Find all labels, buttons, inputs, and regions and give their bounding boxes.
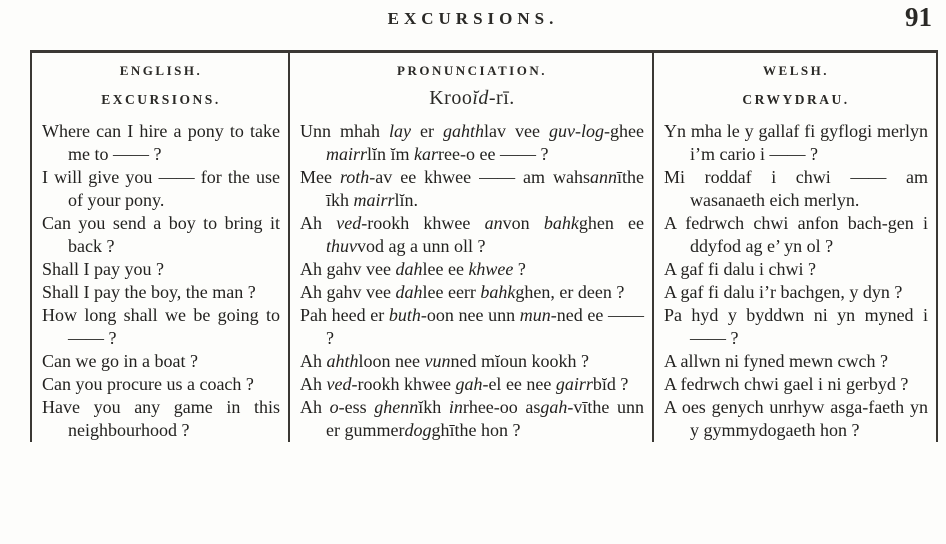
welsh-cell [653, 373, 937, 396]
welsh-cell [653, 350, 937, 373]
header-row [31, 52, 937, 121]
welsh-cell [653, 212, 937, 258]
english-cell [31, 166, 289, 212]
pronunciation-cell [289, 373, 653, 396]
pronunciation-column-title: PRONUNCIATION. [397, 63, 547, 78]
pronunciation-phrase: Ah ved-rookh khwee gah-el ee nee gairrbĭd ? [300, 374, 629, 394]
welsh-phrase: A fedrwch chwi anfon bach-gen i ddyfod ag e’ yn ol ? [664, 213, 928, 256]
english-phrase: Shall I pay you ? [42, 259, 164, 279]
welsh-cell [653, 396, 937, 442]
english-phrase: Can we go in a boat ? [42, 351, 198, 371]
welsh-phrase: A oes genych unrhyw asga-faeth yn y gymmydogaeth hon ? [664, 397, 928, 440]
pronunciation-cell [289, 350, 653, 373]
english-cell [31, 120, 289, 166]
pronunciation-phrase: Ah ahthloon nee vunned mĭoun kookh ? [300, 351, 589, 371]
english-cell [31, 281, 289, 304]
english-cell [31, 350, 289, 373]
running-head: EXCURSIONS. [387, 9, 559, 28]
pronunciation-phrase: Ah ved-rookh khwee anvon bahkghen ee thuvvod ag a unn oll ? [300, 213, 645, 256]
table-row [31, 120, 937, 166]
english-phrase: Can you send a boy to bring it back ? [42, 213, 280, 256]
pronunciation-cell [289, 281, 653, 304]
table-row [31, 281, 937, 304]
english-cell [31, 396, 289, 442]
table-row [31, 350, 937, 373]
english-cell [31, 258, 289, 281]
welsh-cell [653, 281, 937, 304]
table-row [31, 166, 937, 212]
column-header-welsh [653, 52, 937, 121]
welsh-phrase: A gaf fi dalu i’r bachgen, y dyn ? [664, 282, 903, 302]
table-row [31, 258, 937, 281]
welsh-phrase: A allwn ni fyned mewn cwch ? [664, 351, 888, 371]
english-column-title: ENGLISH. [119, 63, 203, 78]
pronunciation-cell [289, 120, 653, 166]
welsh-column-title: WELSH. [763, 63, 829, 78]
column-header-pronunciation [289, 52, 653, 121]
pronunciation-cell [289, 396, 653, 442]
welsh-cell [653, 258, 937, 281]
english-phrase: Shall I pay the boy, the man ? [42, 282, 256, 302]
phrase-table [30, 50, 938, 442]
pronunciation-phrase: Unn mhah lay er gahthlav vee guv-log-ghee mairrlĭn ĭm karree-o ee —— ? [300, 121, 645, 164]
english-phrase: Where can I hire a pony to take me to —— ? [42, 121, 280, 164]
pronunciation-phrase: Ah gahv vee dahlee ee khwee ? [300, 259, 526, 279]
table-row [31, 396, 937, 442]
welsh-phrase: A fedrwch chwi gael i ni gerbyd ? [664, 374, 909, 394]
phrase-rows [31, 120, 937, 442]
welsh-phrase: Yn mha le y gallaf fi gyflogi merlyn i’m cario i —— ? [664, 121, 928, 164]
english-cell [31, 373, 289, 396]
table-row [31, 212, 937, 258]
welsh-cell [653, 304, 937, 350]
table-head [31, 52, 937, 121]
welsh-column-subtitle: CRWYDRAU. [742, 92, 850, 107]
english-phrase: Can you procure us a coach ? [42, 374, 254, 394]
table-row [31, 373, 937, 396]
welsh-cell [653, 120, 937, 166]
pronunciation-phrase: Mee roth-av ee khwee —— am wahsannīthe īkh mairrlĭn. [300, 167, 644, 210]
welsh-phrase: A gaf fi dalu i chwi ? [664, 259, 816, 279]
welsh-cell [653, 166, 937, 212]
pronunciation-phrase: Ah o-ess ghennĭkh inrhee-oo asgah-vīthe unn er gummerdogghīthe hon ? [300, 397, 644, 440]
english-column-subtitle: EXCURSIONS. [101, 92, 221, 107]
pronunciation-cell [289, 212, 653, 258]
pronunciation-column-subtitle: Krooĭd-rī. [429, 87, 515, 109]
table-row [31, 304, 937, 350]
english-cell [31, 304, 289, 350]
english-phrase: I will give you —— for the use of your pony. [42, 167, 280, 210]
pronunciation-cell [289, 258, 653, 281]
english-phrase: Have you any game in this neighbourhood ? [42, 397, 280, 440]
english-phrase: How long shall we be going to —— ? [42, 305, 280, 348]
pronunciation-phrase: Pah heed er buth-oon nee unn mun-ned ee —— ? [300, 305, 644, 348]
welsh-phrase: Pa hyd y byddwn ni yn myned i —— ? [664, 305, 928, 348]
pronunciation-cell [289, 304, 653, 350]
english-cell [31, 212, 289, 258]
welsh-phrase: Mi roddaf i chwi —— am wasanaeth eich merlyn. [664, 167, 928, 210]
pronunciation-phrase: Ah gahv vee dahlee eerr bahkghen, er deen ? [300, 282, 625, 302]
pronunciation-cell [289, 166, 653, 212]
column-header-english [31, 52, 289, 121]
page-number: 91 [905, 2, 932, 32]
